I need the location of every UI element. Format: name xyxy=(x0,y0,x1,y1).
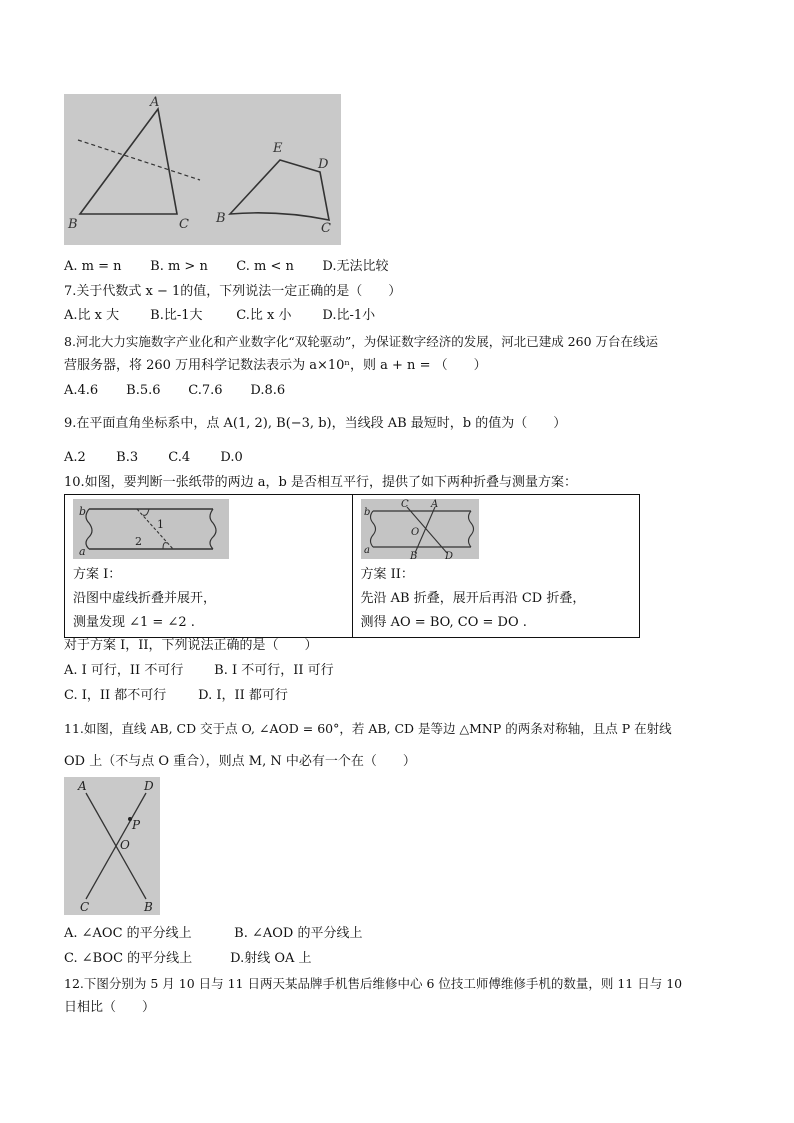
plan2-label-b2: B xyxy=(409,551,417,559)
q10-plan1-line1: 沿图中虚线折叠并展开， xyxy=(73,591,217,606)
fig11-label-d: D xyxy=(144,779,154,793)
fig11-label-a: A xyxy=(78,779,87,793)
q11-figure-drawing xyxy=(64,777,160,915)
q10-plan1-title: 方案 I： xyxy=(73,567,122,582)
q11-options-row1 xyxy=(64,924,362,944)
q11-line1: 11.如图，直线 AB, CD 交于点 O, ∠AOD = 60°，若 AB, CD 是等边 △MNP 的两条对称轴，且点 P 在射线 xyxy=(64,721,672,736)
q8-option-b: B.5.6 xyxy=(126,383,161,398)
q8-option-c: C.7.6 xyxy=(188,383,223,398)
q6-option-d: D.无法比较 xyxy=(322,259,389,274)
q12-line1: 12.下图分别为 5 月 10 日与 11 日两天某品牌手机售后维修中心 6 位技工师傅维修手机的数量，则 11 日与 10 xyxy=(64,976,683,991)
plan1-label-a: a xyxy=(79,545,86,558)
fig11-label-b: B xyxy=(144,900,153,914)
q10-options-row1 xyxy=(64,661,334,681)
q11-figure xyxy=(64,777,160,915)
q8-options xyxy=(64,381,285,401)
q6-options xyxy=(64,257,389,277)
q6-option-a: A. m = n xyxy=(64,259,122,274)
q7-options xyxy=(64,306,375,326)
q11-option-c: C. ∠BOC 的平分线上 xyxy=(64,951,193,966)
q6-figure-drawing xyxy=(64,94,341,245)
label-c: C xyxy=(179,217,189,232)
q10-plan2-title: 方案 II： xyxy=(360,567,414,582)
q8-line2: 营服务器，将 260 万用科学记数法表示为 a×10ⁿ，则 a + n = （ ） xyxy=(64,358,487,373)
q10-plan2-drawing xyxy=(361,499,479,559)
q10-plan1-figure xyxy=(73,499,229,559)
label-b: B xyxy=(68,217,78,232)
q8-option-d: D.8.6 xyxy=(250,383,286,398)
q10-options-row2 xyxy=(64,686,288,706)
q9-stem: 9.在平面直角坐标系中，点 A(1, 2), B(−3, b)，当线段 AB 最短时，b 的值为（ ） xyxy=(64,416,567,431)
plan1-angle-2: 2 xyxy=(135,535,142,548)
q6-option-b: B. m > n xyxy=(150,259,208,274)
plan2-label-a: a xyxy=(363,545,370,556)
q10-option-a: A. I 可行，II 不可行 xyxy=(64,663,184,678)
q9-option-d: D.0 xyxy=(220,450,243,465)
q6-figure xyxy=(64,94,341,245)
q10-plan2-figure xyxy=(361,499,479,559)
q7-option-a: A.比 x 大 xyxy=(64,308,120,323)
plan2-label-c: C xyxy=(400,499,409,510)
plan2-label-a2: A xyxy=(430,499,438,510)
q9-option-c: C.4 xyxy=(168,450,191,465)
q11-option-a: A. ∠AOC 的平分线上 xyxy=(64,926,192,941)
q10-plan2-line1: 先沿 AB 折叠，展开后再沿 CD 折叠， xyxy=(360,591,586,606)
q10-plan2-line2: 测得 AO = BO, CO = DO . xyxy=(360,615,527,630)
plan2-label-b: b xyxy=(363,507,370,518)
q10-plan1-line2: 测量发现 ∠1 = ∠2 . xyxy=(73,615,195,630)
q7-option-d: D.比-1小 xyxy=(322,308,376,323)
q10-option-b: B. I 不可行，II 可行 xyxy=(214,663,334,678)
label-c2: C xyxy=(321,221,331,236)
plan1-angle-1: 1 xyxy=(157,518,164,531)
q6-option-c: C. m < n xyxy=(236,259,294,274)
q10-option-d: D. I，II 都可行 xyxy=(198,688,288,703)
q10-plan1-drawing xyxy=(73,499,229,559)
q10-plan1-cell xyxy=(65,495,353,638)
q11-option-d: D.射线 OA 上 xyxy=(230,951,312,966)
q10-option-c: C. I，II 都不可行 xyxy=(64,688,167,703)
plan2-label-d: D xyxy=(444,551,453,559)
label-d: D xyxy=(318,157,329,172)
label-e: E xyxy=(273,141,283,156)
q7-option-c: C.比 x 小 xyxy=(236,308,292,323)
fig11-label-o: O xyxy=(120,838,130,852)
q8-option-a: A.4.6 xyxy=(64,383,99,398)
q9-options xyxy=(64,448,243,468)
q7-stem: 7.关于代数式 x − 1的值，下列说法一定正确的是（ ） xyxy=(64,284,402,299)
q9-option-a: A.2 xyxy=(64,450,86,465)
q10-plan2-cell xyxy=(352,495,640,638)
fig11-label-c: C xyxy=(80,900,90,914)
q11-line2: OD 上（不与点 O 重合），则点 M, N 中必有一个在（ ） xyxy=(64,754,416,769)
q8-line1: 8.河北大力实施数字产业化和产业数字化“双轮驱动”，为保证数字经济的发展，河北已建成 260 万台在线运 xyxy=(64,334,659,349)
plan2-label-o: O xyxy=(410,527,419,538)
q10-stem: 10.如图，要判断一张纸带的两边 a，b 是否相互平行，提供了如下两种折叠与测量方案： xyxy=(64,475,578,490)
q9-option-b: B.3 xyxy=(116,450,139,465)
q10-question: 对于方案 I，II，下列说法正确的是（ ） xyxy=(64,638,318,653)
q12-line2: 日相比（ ） xyxy=(64,1000,156,1015)
label-b2: B xyxy=(216,211,226,226)
plan1-label-b: b xyxy=(79,505,87,518)
label-a: A xyxy=(150,95,160,110)
q10-plans-table xyxy=(64,494,640,638)
fig11-label-p: P xyxy=(132,818,141,832)
q11-options-row2 xyxy=(64,949,312,969)
q7-option-b: B.比-1大 xyxy=(150,308,203,323)
q11-option-b: B. ∠AOD 的平分线上 xyxy=(234,926,363,941)
